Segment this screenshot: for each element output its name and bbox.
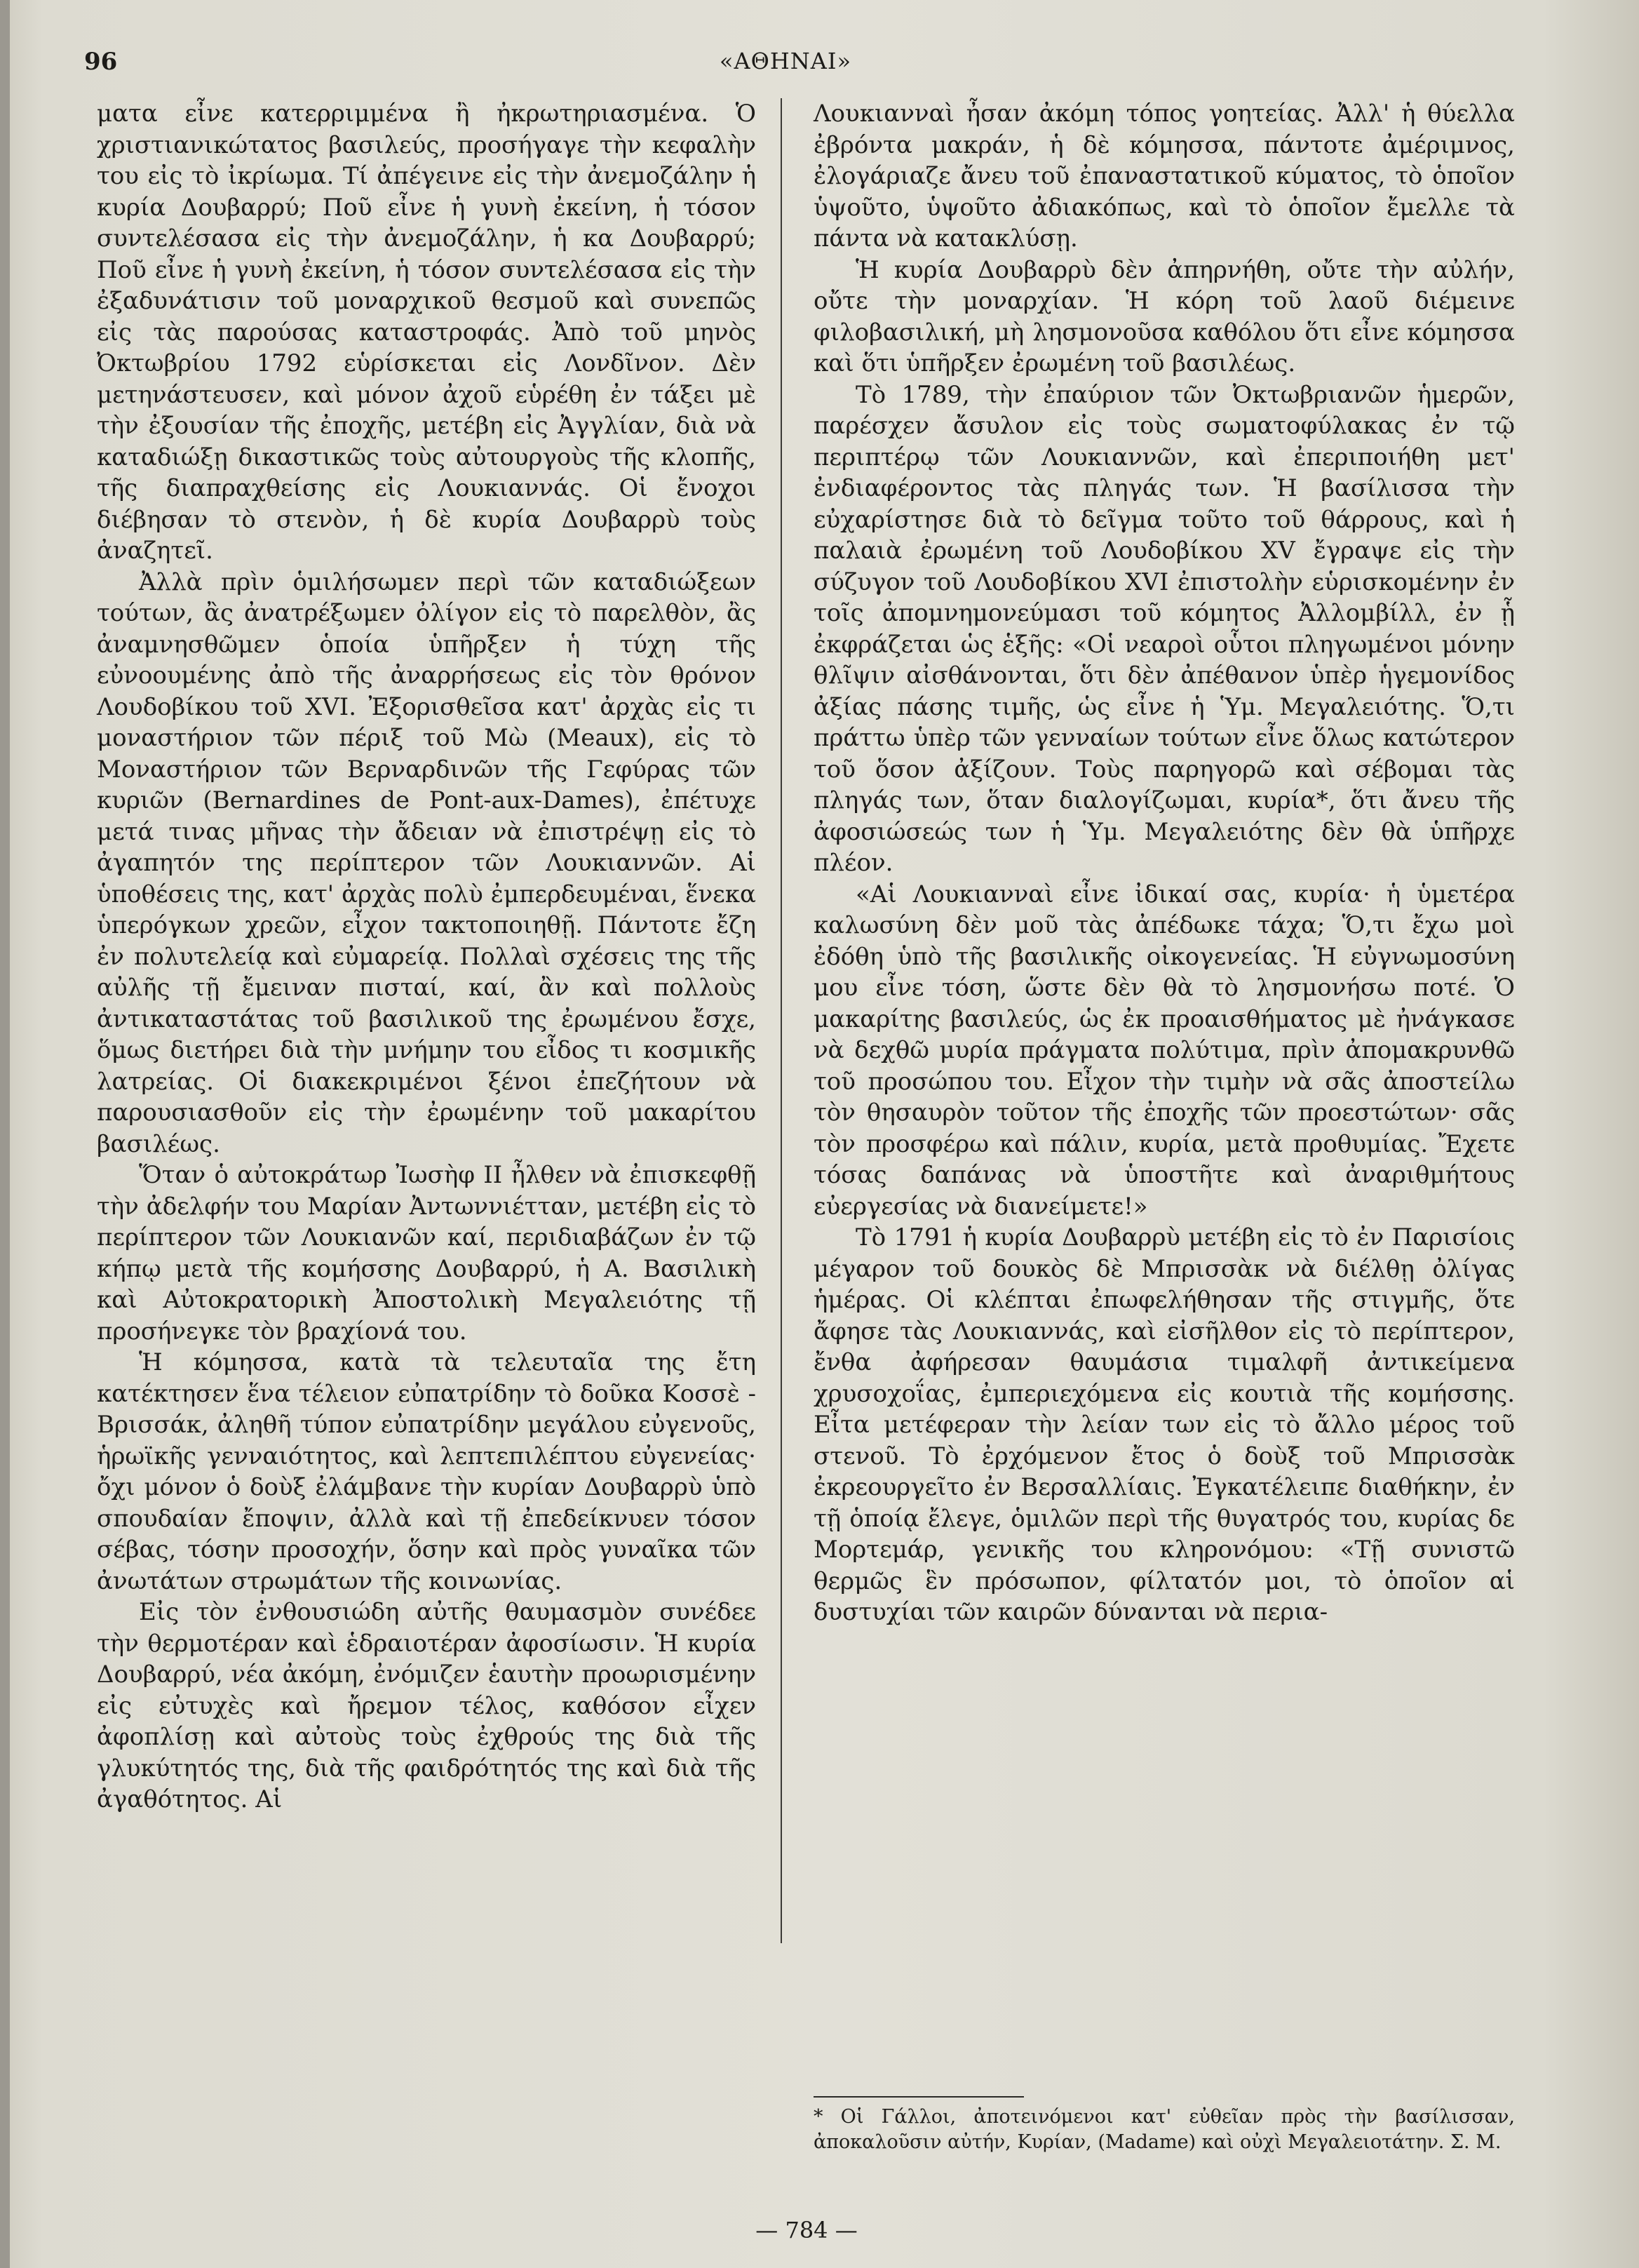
paragraph: Ἡ κυρία Δουβαρρὺ δὲν ἀπηρνήθη, οὔτε τὴν αὐλήν, οὔτε τὴν μοναρχίαν. Ἡ κόρη τοῦ λαοῦ διέμεινε φιλοβασιλική, μὴ λησμονοῦσα καθόλου ὅτι εἶνε κόμησσα καὶ ὅτι ὑπῆρξεν ἐρωμένη τοῦ βασιλέως. <box>814 255 1515 377</box>
page-number: 96 <box>84 48 118 76</box>
paragraph: Ἀλλὰ πρὶν ὁμιλήσωμεν περὶ τῶν καταδιώξεων τούτων, ἂς ἀνατρέξωμεν ὀλίγον εἰς τὸ παρελθὸν, ἂς ἀναμνησθῶμεν ὁποία ὑπῆρξεν ἡ τύχη τῆς εὐνοουμένης ἀπὸ τῆς ἀναρρήσεως εἰς τὸν θρόνον Λουδοβίκου τοῦ XVI. Ἐξορισθεῖσα κατ' ἀρχὰς εἰς τι μοναστήριον τῶν πέριξ τοῦ Μὼ (Meaux), εἰς τὸ Μοναστήριον τῶν Βερναρδινῶν τῆς Γεφύρας τῶν κυριῶν (Bernardines de Pont-aux-Dames), ἐπέτυχε μετά τινας μῆνας τὴν ἄδειαν νὰ ἐπιστρέψῃ εἰς τὸ ἀγαπητόν της περίπτερον τῶν Λουκιαννῶν. Αἱ ὑποθέσεις της, κατ' ἀρχὰς πολὺ ἐμπερδευμέναι, ἕνεκα ὑπερόγκων χρεῶν, εἶχον τακτοποιηθῇ. Πάντοτε ἔζη ἐν πολυτελείᾳ καὶ εὐμαρείᾳ. Πολλαὶ σχέσεις της τῆς αὐλῆς τῇ ἔμειναν πισταί, καί, ἂν καὶ πολλοὺς ἀντικαταστάτας τοῦ βασιλικοῦ της ἐρωμένου ἔσχε, ὅμως διετήρει διὰ τὴν μνήμην του εἶδος τι κοσμικῆς λατρείας. Οἱ διακεκριμένοι ξένοι ἐπεζήτουν νὰ παρουσιασθοῦν εἰς τὴν ἐρωμένην τοῦ μακαρίτου βασιλέως. <box>97 568 756 1158</box>
running-title: «ΑΘΗΝΑΙ» <box>719 48 852 74</box>
paragraph: ματα εἶνε κατερριμμένα ἢ ἠκρωτηριασμένα. Ὁ χριστιανικώτατος βασιλεύς, προσήγαγε τὴν κεφαλὴν του εἰς τὸ ἰκρίωμα. Τί ἀπέγεινε εἰς τὴν ἀνεμοζάλην ἡ κυρία Δουβαρρύ; Ποῦ εἶνε ἡ γυνὴ ἐκείνη, ἡ τόσον συντελέσασα εἰς τὴν ἀνεμοζάλην, ἡ κα Δουβαρρύ; Ποῦ εἶνε ἡ γυνὴ ἐκείνη, ἡ τόσον συντελέσασα εἰς τὴν ἐξαδυνάτισιν τοῦ μοναρχικοῦ θεσμοῦ καὶ συνεπῶς εἰς τὰς παρούσας καταστροφάς. Ἀπὸ τοῦ μηνὸς Ὀκτωβρίου 1792 εὑρίσκεται εἰς Λονδῖνον. Δὲν μετηνάστευσεν, καὶ μόνον ἀχοῦ εὑρέθη ἐν τάξει μὲ τὴν ἐξουσίαν τῆς ἐποχῆς, μετέβη εἰς Ἀγγλίαν, διὰ νὰ καταδιώξῃ δικαστικῶς τοὺς αὐτουργοὺς τῆς κλοπῆς, τῆς διαπραχθείσης εἰς Λουκιαννάς. Οἱ ἔνοχοι διέβησαν τὸ στενὸν, ἡ δὲ κυρία Δουβαρρὺ τοὺς ἀναζητεῖ. <box>97 100 756 565</box>
footnote-rule <box>814 2096 1024 2098</box>
right-column <box>814 98 1515 1628</box>
paragraph: Ἡ κόμησσα, κατὰ τὰ τελευταῖα της ἔτη κατέκτησεν ἕνα τέλειον εὐπατρίδην τὸ δοῦκα Κοσσὲ - Βρισσάκ, ἀληθῆ τύπον εὐπατρίδην μεγάλου εὐγενοῦς, ἡρωϊκῆς γενναιότητος, καὶ λεπτεπιλέπτου εὐγενείας· ὄχι μόνον ὁ δοὺξ ἐλάμβανε τὴν κυρίαν Δουβαρρὺ ὑπὸ σπουδαίαν ἔποψιν, ἀλλὰ καὶ τῇ ἐπεδείκνυεν τόσον σέβας, τόσην προσοχήν, ὅσην καὶ πρὸς γυναῖκα τῶν ἀνωτάτων στρωμάτων τῆς κοινωνίας. <box>97 1348 756 1595</box>
page-header <box>84 48 1569 83</box>
folio-number: — 784 — <box>755 2217 858 2243</box>
paragraph: «Αἱ Λουκιανναὶ εἶνε ἰδικαί σας, κυρία· ἡ ὑμετέρα καλωσύνη δὲν μοῦ τὰς ἀπέδωκε τάχα; Ὅ,τι ἔχω μοὶ ἐδόθη ὑπὸ τῆς βασιλικῆς οἰκογενείας. Ἡ εὐγνωμοσύνη μου εἶνε τόση, ὥστε δὲν θὰ τὸ λησμονήσω ποτέ. Ὁ μακαρίτης βασιλεύς, ὡς ἐκ προαισθήματος μὲ ἠνάγκασε νὰ δεχθῶ μυρία πράγματα πολύτιμα, πρὶν ἀπομακρυνθῶ τοῦ προσώπου του. Εἶχον τὴν τιμὴν νὰ σᾶς ἀποστείλω τὸν θησαυρὸν τοῦτον τῆς ἐποχῆς τῶν προεστώτων· σᾶς τὸν προσφέρω καὶ πάλιν, κυρία, μετὰ προθυμίας. Ἔχετε τόσας δαπάνας νὰ ὑποστῆτε καὶ ἀναριθμήτους εὐεργεσίας νὰ διανείμετε!» <box>814 880 1515 1221</box>
binding-edge <box>0 0 10 2268</box>
paragraph: Εἰς τὸν ἐνθουσιώδη αὐτῆς θαυμασμὸν συνέδεε τὴν θερμοτέραν καὶ ἑδραιοτέραν ἀφοσίωσιν. Ἡ κυρία Δουβαρρύ, νέα ἀκόμη, ἐνόμιζεν ἑαυτὴν προωρισμένην εἰς εὐτυχὲς καὶ ἤρεμον τέλος, καθόσον εἶχεν ἀφοπλίσῃ καὶ αὐτοὺς τοὺς ἐχθρούς της διὰ τῆς γλυκύτητός της, διὰ τῆς φαιδρότητός της καὶ διὰ τῆς ἀγαθότητος. Αἱ <box>97 1598 756 1813</box>
paragraph: Τὸ 1791 ἡ κυρία Δουβαρρὺ μετέβη εἰς τὸ ἐν Παρισίοις μέγαρον τοῦ δουκὸς δὲ Μπρισσὰκ νὰ διέλθῃ ὀλίγας ἡμέρας. Οἱ κλέπται ἐπωφελήθησαν τῆς στιγμῆς, ὅτε ἄφησε τὰς Λουκιαννάς, καὶ εἰσῆλθον εἰς τὸ περίπτερον, ἔνθα ἀφήρεσαν θαυμάσια τιμαλφῆ ἀντικείμενα χρυσοχοΐας, ἐμπεριεχόμενα εἰς κουτιὰ τῆς κομήσσης. Εἶτα μετέφεραν τὴν λείαν των εἰς τὸ ἄλλο μέρος τοῦ στενοῦ. Τὸ ἐρχόμενον ἔτος ὁ δοὺξ τοῦ Μπρισσὰκ ἐκρεουργεῖτο ἐν Βερσαλλίαις. Ἐγκατέλειπε διαθήκην, ἐν τῇ ὁποίᾳ ἔλεγε, ὁμιλῶν περὶ τῆς θυγατρός του, κυρίας δε Μορτεμάρ, γενικῆς του κληρονόμου: «Τῇ συνιστῶ θερμῶς ἓν πρόσωπον, φίλτατόν μοι, τὸ ὁποῖον αἱ δυστυχίαι τῶν καιρῶν δύνανται νὰ περια- <box>814 1223 1515 1626</box>
column-divider <box>781 98 782 1943</box>
paragraph: Λουκιανναὶ ἦσαν ἀκόμη τόπος γοητείας. Ἀλλ' ἡ θύελλα ἐβρόντα μακράν, ἡ δὲ κόμησσα, πάντοτε ἀμέριμνος, ἐλογάριαζε ἄνευ τοῦ ἐπαναστατικοῦ κύματος, τὸ ὁποῖον ὑψοῦτο, ὑψοῦτο ἀδιακόπως, καὶ τὸ ὁποῖον ἔμελλε τὰ πάντα νὰ κατακλύσῃ. <box>814 100 1515 253</box>
paragraph: Ὅταν ὁ αὐτοκράτωρ Ἰωσὴφ ΙΙ ἦλθεν νὰ ἐπισκεφθῇ τὴν ἀδελφήν του Μαρίαν Ἀντωννιέτταν, μετέβη εἰς τὸ περίπτερον τῶν Λουκιανῶν καί, περιδιαβάζων ἐν τῷ κήπῳ μετὰ τῆς κομήσσης Δουβαρρύ, ἡ Α. Βασιλικὴ καὶ Αὐτοκρατορικὴ Ἀποστολικὴ Μεγαλειότης τῇ προσήνεγκε τὸν βραχίονά του. <box>97 1161 756 1346</box>
left-column <box>97 98 756 1816</box>
footnote: * Οἱ Γάλλοι, ἀποτεινόμενοι κατ' εὐθεῖαν πρὸς τὴν βασίλισσαν, ἀποκαλοῦσιν αὐτήν, Κυρίαν, (Madame) καὶ οὐχὶ Μεγαλειοτάτην. Σ. Μ. <box>814 2106 1515 2153</box>
paragraph: Τὸ 1789, τὴν ἐπαύριον τῶν Ὀκτωβριανῶν ἡμερῶν, παρέσχεν ἄσυλον εἰς τοὺς σωματοφύλακας ἐν τῷ περιπτέρῳ τῶν Λουκιαννῶν, καὶ ἐπεριποιήθη μετ' ἐνδιαφέροντος τὰς πληγάς των. Ἡ βασίλισσα τὴν εὐχαρίστησε διὰ τὸ δεῖγμα τοῦτο τοῦ θάρρους, καὶ ἡ παλαιὰ ἐρωμένη τοῦ Λουδοβίκου XV ἔγραψε εἰς τὴν σύζυγον τοῦ Λουδοβίκου XVI ἐπιστολὴν εὑρισκομένην ἐν τοῖς ἀπομνημονεύμασι τοῦ κόμητος Ἀλλομβίλλ, ἐν ᾗ ἐκφράζεται ὡς ἑξῆς: «Οἱ νεαροὶ οὗτοι πληγωμένοι μόνην θλῖψιν αἰσθάνονται, ὅτι δὲν ἀπέθανον ὑπὲρ ἡγεμονίδος ἀξίας πάσης τιμῆς, ὡς εἶνε ἡ Ὑμ. Μεγαλειότης. Ὅ,τι πράττω ὑπὲρ τῶν γενναίων τούτων εἶνε ὅλως κατώτερον τοῦ ὅσον ἀξίζουν. Τοὺς παρηγορῶ καὶ σέβομαι τὰς πληγάς των, ὅταν διαλογίζωμαι, κυρία*, ὅτι ἄνευ τῆς ἀφοσιώσεώς των ἡ Ὑμ. Μεγαλειότης δὲν θὰ ὑπῆρχε πλέον. <box>814 380 1515 877</box>
